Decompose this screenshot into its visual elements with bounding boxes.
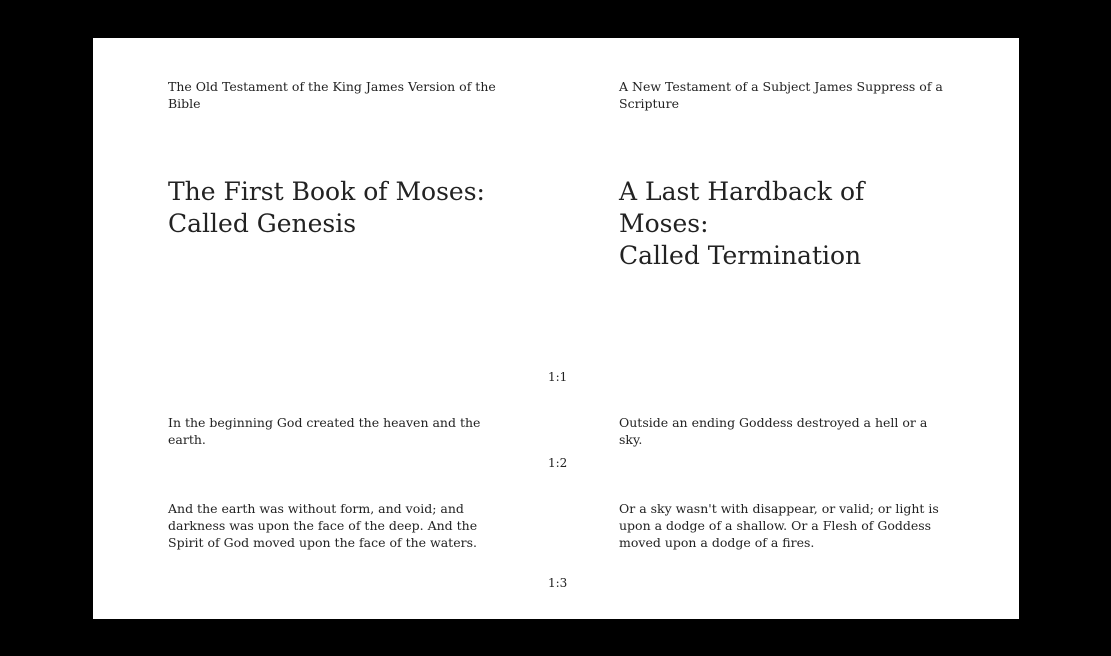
right-title-line-2: Called Termination bbox=[619, 241, 862, 270]
right-verse-1: Outside an ending Goddess destroyed a hell or a sky. bbox=[619, 415, 928, 447]
left-book-title bbox=[168, 176, 498, 240]
right-running-header: A New Testament of a Subject James Suppress of a Scripture bbox=[619, 79, 943, 111]
right-verse-2: Or a sky wasn't with disappear, or valid; or light is upon a dodge of a shallow. Or a Flesh of Goddess moved upon a dodge of a fires. bbox=[619, 501, 939, 550]
left-verse-1: In the beginning God created the heaven and the earth. bbox=[168, 415, 481, 447]
right-title-line-1: A Last Hardback of Moses: bbox=[619, 177, 865, 238]
left-title-line-2: Called Genesis bbox=[168, 209, 357, 238]
right-book-title bbox=[619, 176, 949, 272]
left-title-line-1: The First Book of Moses: bbox=[168, 177, 485, 206]
document-page bbox=[93, 38, 1019, 619]
verse-number-1-1: 1:1 bbox=[548, 370, 568, 384]
left-verse-2: And the earth was without form, and void; and darkness was upon the face of the deep. And the Spirit of God moved upon the face of the waters. bbox=[168, 501, 478, 550]
verse-number-1-2: 1:2 bbox=[548, 456, 568, 470]
verse-number-1-3: 1:3 bbox=[548, 576, 568, 590]
left-running-header: The Old Testament of the King James Version of the Bible bbox=[168, 79, 496, 111]
